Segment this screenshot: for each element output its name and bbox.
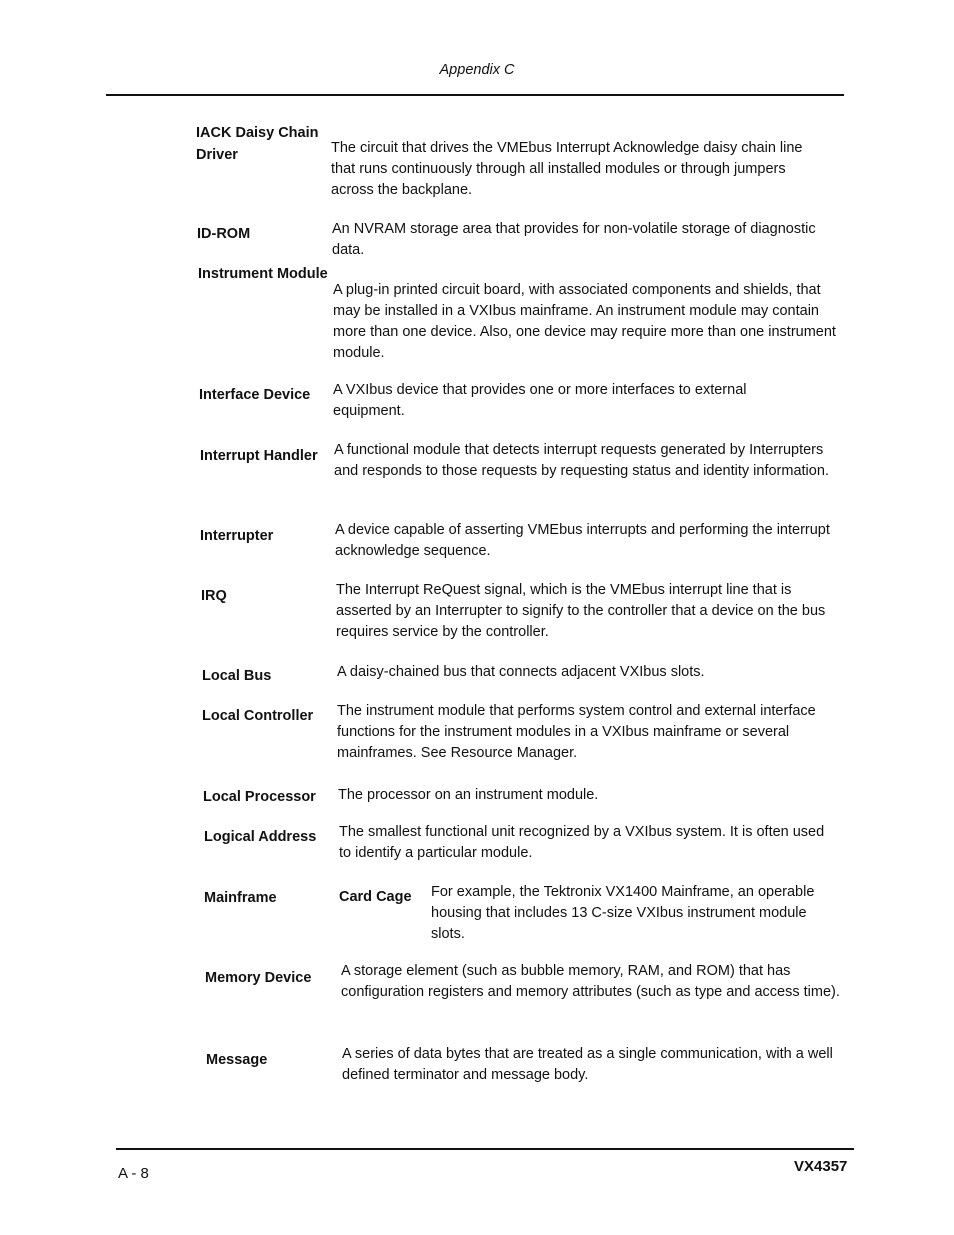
term-id-rom: ID-ROM: [197, 226, 251, 242]
definition-instrument-module: A plug-in printed circuit board, with associated components and shields, that may be installed in a VXIbus mainframe. An instrument module may contain more than one device. Also, one device may require more than one instrument module.: [333, 282, 836, 361]
definition-local-processor: The processor on an instrument module.: [338, 787, 599, 803]
product-name: VX4357: [794, 1158, 848, 1175]
term-iack-daisy-chain-driver: [196, 122, 318, 166]
term-interrupt-handler: Interrupt Handler: [200, 448, 318, 464]
definition-interface-device: A VXIbus device that provides one or more interfaces to external equipment.: [333, 382, 747, 419]
definition-interrupt-handler: A functional module that detects interrupt requests generated by Interrupters and responds to those requests by requesting status and identity information.: [334, 442, 829, 479]
term-logical-address: Logical Address: [204, 829, 317, 845]
definition-interrupter: A device capable of asserting VMEbus interrupts and performing the interrupt acknowledge sequence.: [335, 522, 830, 559]
definition-message: A series of data bytes that are treated as a single communication, with a well defined terminator and message body.: [342, 1046, 833, 1083]
definition-id-rom: An NVRAM storage area that provides for non-volatile storage of diagnostic data.: [332, 221, 816, 258]
page-number: A - 8: [118, 1165, 149, 1182]
term-irq: IRQ: [201, 588, 227, 604]
definition-iack-daisy-chain-driver: The circuit that drives the VMEbus Interrupt Acknowledge daisy chain line that runs continuously through all installed modules or through jumpers across the backplane.: [331, 140, 803, 198]
definition-mainframe: For example, the Tektronix VX1400 Mainframe, an operable housing that includes 13 C-size VXIbus instrument module slots.: [431, 884, 815, 942]
subterm-card-cage: Card Cage: [339, 889, 412, 905]
term-instrument-module: Instrument Module: [198, 266, 328, 282]
term-memory-device: Memory Device: [205, 970, 312, 986]
term-local-controller: Local Controller: [202, 708, 314, 724]
term-local-processor: Local Processor: [203, 789, 316, 805]
definition-logical-address: The smallest functional unit recognized by a VXIbus system. It is often used to identify a particular module.: [339, 824, 825, 861]
definition-local-controller: The instrument module that performs system control and external interface functions for the instrument modules in a VXIbus mainframe or several mainframes. See Resource Manager.: [337, 703, 816, 761]
definition-irq: The Interrupt ReQuest signal, which is the VMEbus interrupt line that is asserted by an Interrupter to signify to the controller that a device on the bus requires service by the controller.: [336, 582, 826, 640]
term-message: Message: [206, 1052, 268, 1068]
header-rule: [106, 94, 844, 96]
term-interface-device: Interface Device: [199, 387, 311, 403]
definition-local-bus: A daisy-chained bus that connects adjacent VXIbus slots.: [337, 664, 705, 680]
term-mainframe: Mainframe: [204, 890, 277, 906]
term-interrupter: Interrupter: [200, 528, 274, 544]
term-local-bus: Local Bus: [202, 668, 272, 684]
footer-rule: [116, 1148, 854, 1150]
page-header-title: Appendix C: [439, 62, 515, 78]
term-text: IACK Daisy Chain Driver: [196, 125, 319, 163]
definition-memory-device: A storage element (such as bubble memory, RAM, and ROM) that has configuration registers and memory attributes (such as type and access time).: [341, 963, 840, 1000]
